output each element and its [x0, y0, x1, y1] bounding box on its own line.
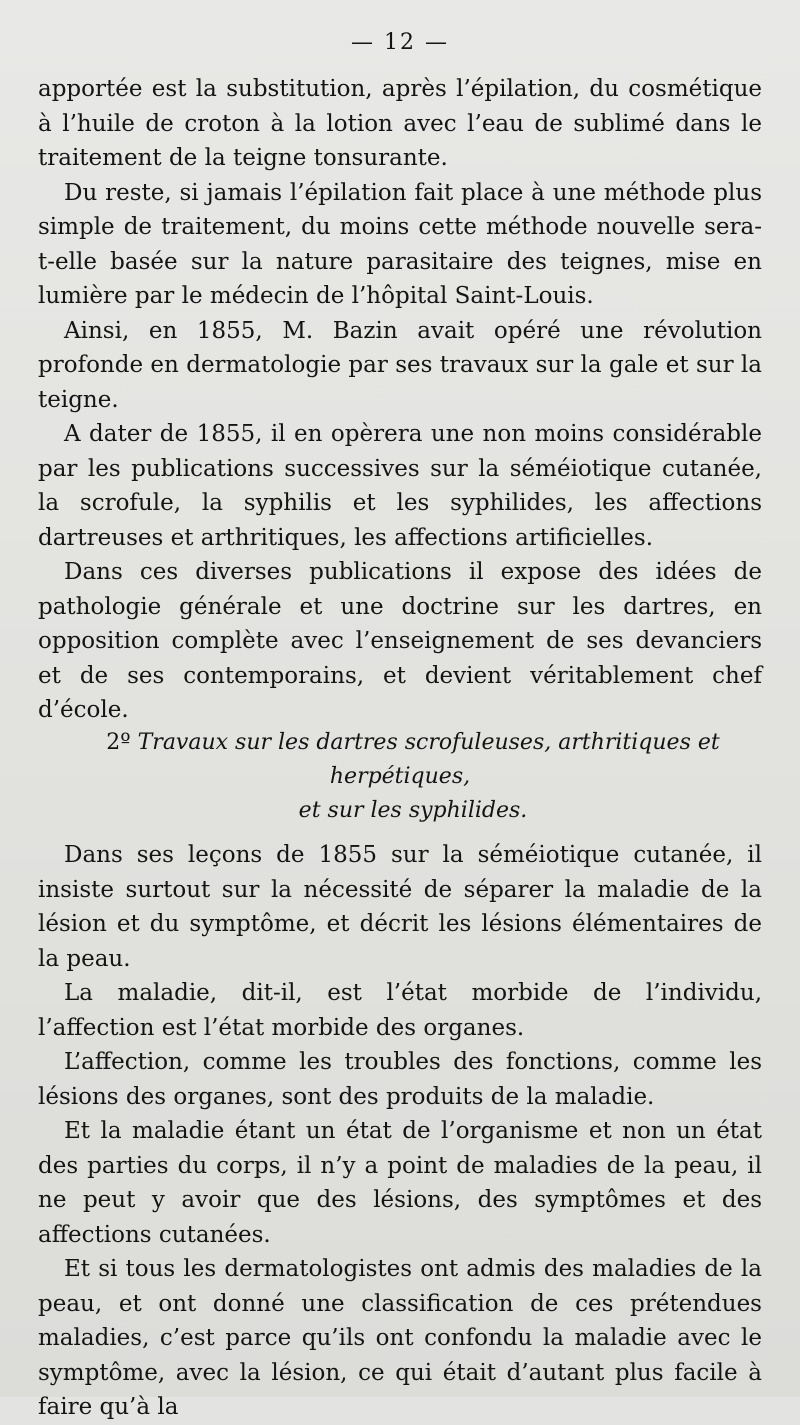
- section-number: 2º: [106, 730, 131, 755]
- paragraph: apportée est la substitution, après l’épilation, du cosmétique à l’huile de croton à la lotion avec l’eau de sublimé dans le traitement de la teigne tonsurante.: [38, 76, 762, 171]
- paragraph: Et si tous les dermatologistes ont admis des maladies de la peau, et ont donné une classification de ces prétendues maladies, c’est parce qu’ils ont confondu la maladie avec le symptôme, avec la lésion, ce qui était d’autant plus facile à faire qu’à la: [38, 1256, 762, 1420]
- section-title-part-2: et sur les syphilides.: [298, 798, 528, 823]
- body-text-upper: [38, 72, 762, 728]
- page-number: — 12 —: [351, 30, 449, 55]
- section-title-part-1: Travaux sur les dartres scrofuleuses, arthritiques et herpétiques,: [137, 730, 720, 789]
- paragraph: Dans ces diverses publications il expose des idées de pathologie générale et une doctrine sur les dartres, en opposition complète avec l’enseignement de ses devanciers et de ses contemporains, et devient véritablement chef d’école.: [38, 559, 762, 723]
- paragraph: L’affection, comme les troubles des fonctions, comme les lésions des organes, sont des produits de la maladie.: [38, 1049, 762, 1110]
- section-heading-line-1: [38, 726, 762, 794]
- paragraph: A dater de 1855, il en opèrera une non moins considérable par les publications successives sur la séméiotique cutanée, la scrofule, la syphilis et les syphilides, les affections dartreuses et arthritiques, les affections artificielles.: [38, 421, 762, 551]
- body-text-lower: [38, 838, 762, 1425]
- paragraph: Du reste, si jamais l’épilation fait place à une méthode plus simple de traitement, du moins cette méthode nouvelle sera-t-elle basée sur la nature parasitaire des teignes, mise en lumière par le médecin de l’hôpital Saint-Louis.: [38, 179, 762, 309]
- paragraph: La maladie, dit-il, est l’état morbide de l’individu, l’affection est l’état morbide des organes.: [38, 980, 762, 1041]
- paragraph: Ainsi, en 1855, M. Bazin avait opéré une révolution profonde en dermatologie par ses travaux sur la gale et sur la teigne.: [38, 317, 762, 413]
- section-heading: [38, 726, 762, 828]
- paragraph: Dans ses leçons de 1855 sur la séméiotique cutanée, il insiste surtout sur la nécessité de séparer la maladie de la lésion et du symptôme, et décrit les lésions élémentaires de la peau.: [38, 842, 762, 972]
- paragraph: Et la maladie étant un état de l’organisme et non un état des parties du corps, il n’y a point de maladies de la peau, il ne peut y avoir que des lésions, des symptômes et des affections cutanées.: [38, 1118, 762, 1248]
